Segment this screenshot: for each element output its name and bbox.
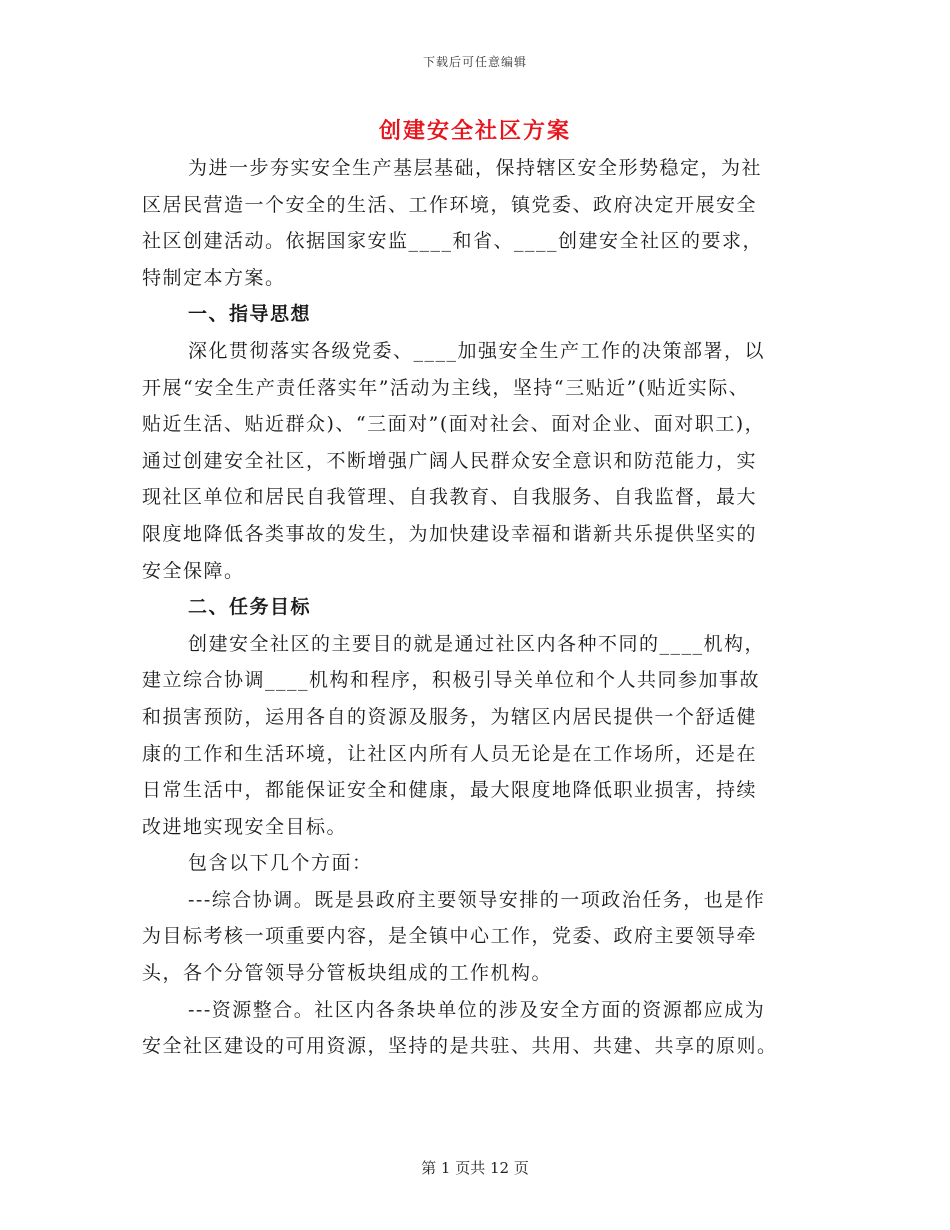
paragraph-line: 社区创建活动。依据国家安监____和省、____创建安全社区的要求， (142, 230, 764, 253)
paragraph-line: 区居民营造一个安全的生活、工作环境，镇党委、政府决定开展安全 (142, 193, 758, 216)
paragraph-line: 头，各个分管领导分管板块组成的工作机构。 (142, 962, 553, 985)
paragraph-line: 康的工作和生活环境，让社区内所有人员无论是在工作场所，还是在 (142, 742, 758, 765)
paragraph-line: 特制定本方案。 (142, 266, 286, 289)
paragraph-line: 日常生活中，都能保证安全和健康，最大限度地降低职业损害，持续 (142, 779, 758, 802)
paragraph-line: 为目标考核一项重要内容，是全镇中心工作，党委、政府主要领导牵 (142, 925, 758, 948)
paragraph-line: 创建安全社区的主要目的就是通过社区内各种不同的____机构， (188, 632, 766, 655)
paragraph-line: 为进一步夯实安全生产基层基础，保持辖区安全形势稳定，为社 (188, 157, 763, 179)
page-footer: 第 1 页共 12 页 (421, 1159, 529, 1177)
paragraph-line: ---资源整合。社区内各条块单位的涉及安全方面的资源都应成为 (188, 998, 766, 1021)
paragraph-line: 限度地降低各类事故的发生，为加快建设幸福和谐新共乐提供坚实的 (142, 522, 758, 545)
paragraph-line: 包含以下几个方面： (188, 852, 373, 875)
document-body (142, 150, 832, 1065)
paragraph-line: 安全保障。 (142, 559, 245, 582)
paragraph-line: 建立综合协调____机构和程序，积极引导关单位和个人共同参加事故 (142, 669, 761, 692)
paragraph-line: 开展“安全生产责任落实年”活动为主线，坚持“三贴近”(贴近实际、 (142, 376, 750, 399)
section-heading: 一、指导思想 (188, 303, 312, 326)
paragraph-line: 通过创建安全社区，不断增强广阔人民群众安全意识和防范能力，实 (142, 449, 758, 472)
section-heading: 二、任务目标 (188, 596, 312, 619)
paragraph-line: ---综合协调。既是县政府主要领导安排的一项政治任务，也是作 (188, 888, 766, 911)
paragraph-line: 贴近生活、贴近群众)、“三面对”(面对社会、面对企业、面对职工)， (142, 413, 766, 436)
paragraph-line: 深化贯彻落实各级党委、____加强安全生产工作的决策部署，以 (188, 339, 766, 362)
paragraph-line: 现社区单位和居民自我管理、自我教育、自我服务、自我监督，最大 (142, 486, 758, 509)
document-title: 创建安全社区方案 (378, 118, 571, 144)
page-header-note: 下载后可任意编辑 (422, 55, 527, 69)
paragraph-line: 安全社区建设的可用资源，坚持的是共驻、共用、共建、共享的原则。 (142, 1035, 778, 1058)
paragraph-line: 和损害预防，运用各自的资源及服务，为辖区内居民提供一个舒适健 (142, 705, 758, 728)
paragraph-line: 改进地实现安全目标。 (142, 815, 348, 838)
